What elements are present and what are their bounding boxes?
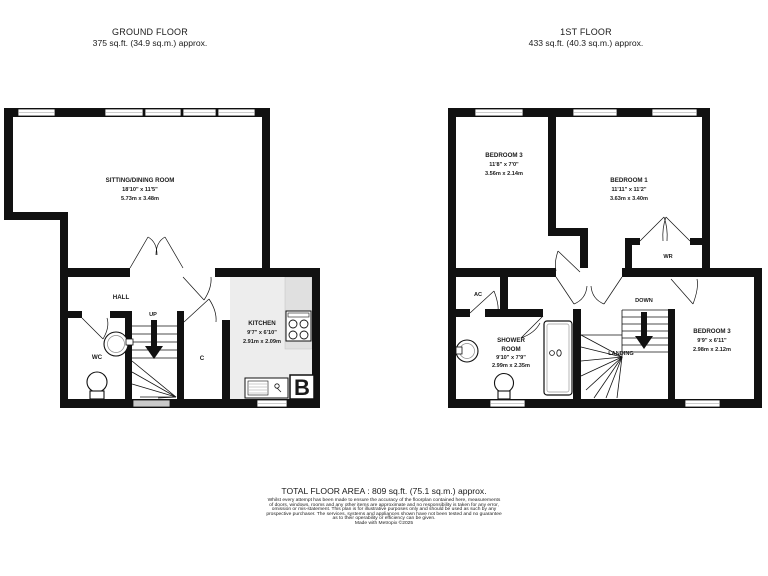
shower-enclosure-icon [544,321,572,395]
footer [0,486,768,527]
shower-room-metric: 2.99m x 2.35m [492,363,530,369]
disclaimer-line: omission or mis-statement. This plan is for illustrative purposes only and should be used as such by any [271,507,497,513]
sitting-room-imperial: 18'10" x 11'5" [122,187,158,193]
boiler-box [290,375,314,400]
disclaimer-line: of doors, windows, rooms and any other items are approximate and no responsibility is taken for any error, [269,502,499,508]
ground-floor-title: GROUND FLOOR [112,27,188,37]
disclaimer-line: Whilst every attempt has been made to ensure the accuracy of the floorplan contained here, measurements [267,498,501,503]
shower-room-label-2: ROOM [501,346,521,353]
wc-label: WC [91,354,103,361]
up-label: UP [149,312,157,318]
wc-toilet-icon [87,372,107,399]
shower-toilet-icon [495,374,514,400]
ac-label: AC [473,292,483,298]
metropix-credit: Made with Metropix ©2025 [354,520,414,526]
ground-floor-area: 375 sq.ft. (34.9 sq.m.) approx. [92,38,208,48]
bedroom3-bottom-metric: 2.98m x 2.12m [693,347,731,353]
down-arrow-icon [635,312,653,349]
disclaimer-line: prospective purchaser. The services, systems and appliances shown have not been tested and no guarantee [266,511,502,517]
shower-basin-icon [456,340,478,362]
kitchen-label: KITCHEN [248,320,276,327]
bedroom3-top-label: BEDROOM 3 [485,152,523,159]
bedroom3-bottom-label: BEDROOM 3 [693,328,731,335]
bedroom1-imperial: 11'11" x 11'2" [611,187,647,193]
kitchen-metric: 2.91m x 2.09m [243,339,281,345]
down-label: DOWN [635,298,653,304]
bedroom3-top-imperial: 11'8" x 7'0" [489,162,519,168]
bedroom3-top-metric: 3.56m x 2.14m [485,171,523,177]
ground-floor-header [0,27,300,49]
ground-floor-plan [0,95,330,415]
hob-icon [286,311,311,341]
bedroom1-label: BEDROOM 1 [610,177,648,184]
sitting-room-metric: 5.73m x 3.48m [121,196,159,202]
hall-label: HALL [112,294,130,301]
total-floor-area: TOTAL FLOOR AREA : 809 sq.ft. (75.1 sq.m.) approx. [281,486,487,496]
landing-label: LANDING [608,351,634,357]
first-floor-plan [440,95,768,415]
disclaimer-line: as to their operability or efficiency can be given. [332,516,436,522]
sitting-room-label: SITTING/DINING ROOM [105,177,175,184]
shower-room-imperial: 9'10" x 7'9" [496,355,526,361]
ground-stairs [132,320,177,398]
shower-room-label-1: SHOWER [497,337,525,344]
ground-doors [82,237,216,339]
wr-label: WR [663,254,673,260]
sink-icon [245,378,288,398]
first-floor-title: 1ST FLOOR [560,27,612,37]
cupboard-label: C [199,355,205,362]
bedroom3-bottom-imperial: 9'9" x 6'11" [697,338,727,344]
boiler-label: B [294,375,310,400]
first-floor-header [436,27,736,49]
kitchen-imperial: 9'7" x 6'10" [247,330,277,336]
bedroom1-metric: 3.63m x 3.40m [610,196,648,202]
first-floor-area: 433 sq.ft. (40.3 sq.m.) approx. [528,38,644,48]
